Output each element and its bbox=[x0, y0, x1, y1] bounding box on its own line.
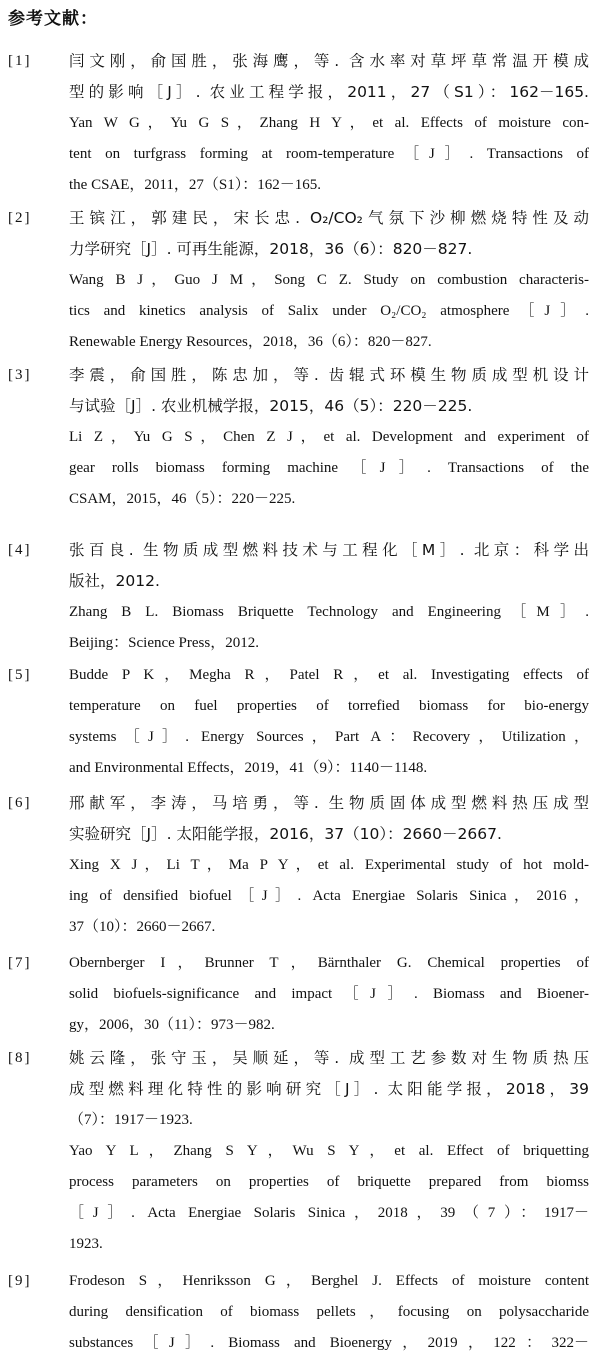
reference-number: [8] bbox=[8, 1050, 32, 1066]
reference-line: 与试验［J］. 农业机械学报，2015，46（5）：220－225. bbox=[69, 397, 473, 415]
reference-line: 王镔江，郭建民，宋长忠. O₂/CO₂气氛下沙柳燃烧特性及动 bbox=[69, 209, 589, 227]
reference-line: 37（10）：2660－2667. bbox=[69, 919, 216, 935]
reference-line: gear rolls biomass forming machine［J］. Transactions of the bbox=[69, 460, 589, 476]
reference-line: 型的影响［J］. 农业工程学报，2011，27（S1）：162－165. bbox=[69, 83, 589, 101]
reference-number: [4] bbox=[8, 542, 32, 558]
reference-line: 力学研究［J］. 可再生能源，2018，36（6）：820－827. bbox=[69, 240, 473, 258]
reference-line: solid biofuels-significance and impact［J］. Biomass and Bioener- bbox=[69, 986, 589, 1002]
reference-line: Obernberger I，Brunner T，Bärnthaler G. Chemical properties of bbox=[69, 955, 589, 971]
reference-line: 姚云隆，张守玉，吴顺延，等. 成型工艺参数对生物质热压 bbox=[69, 1049, 589, 1067]
reference-line: Yao Y L，Zhang S Y，Wu S Y，et al. Effect of briquetting bbox=[69, 1143, 589, 1159]
reference-line: ［J］. Acta Energiae Solaris Sinica，2018，39（7）：1917－ bbox=[69, 1205, 589, 1221]
reference-line: Beijing：Science Press，2012. bbox=[69, 635, 259, 651]
reference-line: ing of densified biofuel［J］. Acta Energiae Solaris Sinica，2016， bbox=[69, 888, 589, 904]
reference-line: Wang B J，Guo J M，Song C Z. Study on combustion characteris- bbox=[69, 272, 589, 288]
reference-line: systems［J］. Energy Sources，Part A：Recovery，Utilization， bbox=[69, 729, 589, 745]
reference-line: Xing X J，Li T，Ma P Y，et al. Experimental study of hot mold- bbox=[69, 857, 589, 873]
reference-number: [6] bbox=[8, 795, 32, 811]
reference-line: CSAM，2015，46（5）：220－225. bbox=[69, 491, 296, 507]
reference-line: the CSAE，2011，27（S1）：162－165. bbox=[69, 177, 321, 193]
section-heading: 参考文献： bbox=[8, 9, 98, 29]
reference-line: Budde P K，Megha R，Patel R，et al. Investigating effects of bbox=[69, 667, 589, 683]
reference-line: Li Z，Yu G S，Chen Z J，et al. Development and experiment of bbox=[69, 429, 589, 445]
reference-number: [5] bbox=[8, 667, 32, 683]
reference-line: Frodeson S，Henriksson G，Berghel J. Effects of moisture content bbox=[69, 1273, 589, 1289]
reference-line: Renewable Energy Resources，2018，36（6）：820－827. bbox=[69, 334, 432, 350]
reference-number: [9] bbox=[8, 1273, 32, 1289]
reference-line: （7）：1917－1923. bbox=[69, 1112, 193, 1128]
reference-line: 张百良. 生物质成型燃料技术与工程化［M］. 北京：科学出 bbox=[69, 541, 589, 559]
reference-number: [1] bbox=[8, 53, 32, 69]
reference-line: 李震，俞国胜，陈忠加，等. 齿辊式环模生物质成型机设计 bbox=[69, 366, 589, 384]
reference-line: process parameters on properties of briquette prepared from biomss bbox=[69, 1174, 589, 1190]
reference-line: tics and kinetics analysis of Salix under O₂/CO₂ atmosphere［J］. bbox=[69, 303, 589, 319]
reference-line: 邢献军，李涛，马培勇，等. 生物质固体成型燃料热压成型 bbox=[69, 794, 589, 812]
reference-line: temperature on fuel properties of torrefied biomass for bio-energy bbox=[69, 698, 589, 714]
reference-line: 实验研究［J］. 太阳能学报，2016，37（10）：2660－2667. bbox=[69, 825, 502, 843]
reference-line: during densification of biomass pellets，focusing on polysaccharide bbox=[69, 1304, 589, 1320]
reference-line: 版社，2012. bbox=[69, 572, 160, 590]
reference-number: [3] bbox=[8, 367, 32, 383]
reference-line: and Environmental Effects，2019，41（9）：1140－1148. bbox=[69, 760, 428, 776]
reference-line: 闫文刚，俞国胜，张海鹰，等. 含水率对草坪草常温开模成 bbox=[69, 52, 589, 70]
reference-line: tent on turfgrass forming at room-temperature［J］. Transactions of bbox=[69, 146, 589, 162]
reference-line: 1923. bbox=[69, 1236, 103, 1252]
reference-line: gy，2006，30（11）：973－982. bbox=[69, 1017, 275, 1033]
reference-line: 成型燃料理化特性的影响研究［J］. 太阳能学报，2018，39 bbox=[69, 1080, 589, 1098]
reference-number: [7] bbox=[8, 955, 32, 971]
reference-number: [2] bbox=[8, 210, 32, 226]
reference-line: Zhang B L. Biomass Briquette Technology and Engineering［M］. bbox=[69, 604, 589, 620]
reference-line: Yan W G，Yu G S，Zhang H Y，et al. Effects of moisture con- bbox=[69, 115, 589, 131]
reference-line: substances［J］. Biomass and Bioenergy，2019，122：322－ bbox=[69, 1335, 589, 1351]
